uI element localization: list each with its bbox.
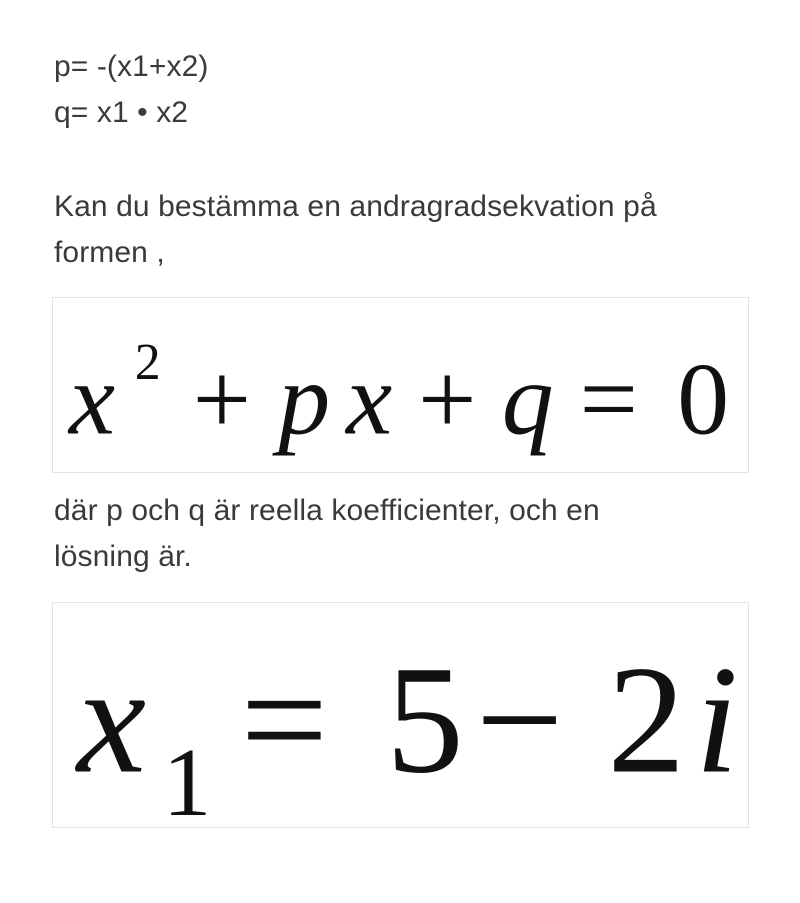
solution-equation-box — [52, 602, 749, 828]
eq2-i: i — [695, 633, 739, 806]
eq2-minus: − — [475, 633, 564, 806]
eq1-q: q — [501, 342, 554, 457]
eq1-x-2: x — [346, 342, 393, 457]
eq1-x: x — [68, 342, 115, 457]
eq2-equals: = — [240, 633, 329, 806]
question-line-2: formen , — [54, 236, 165, 269]
eq1-equals: = — [579, 342, 638, 457]
q-formula-line: q= x1 • x2 — [54, 96, 189, 129]
eq1-plus-1: + — [192, 342, 252, 457]
eq1-exponent: 2 — [134, 334, 161, 392]
quadratic-equation-box — [52, 297, 749, 473]
quadratic-equation — [53, 298, 748, 472]
p-formula-line: p= -(x1+x2) — [54, 50, 209, 83]
eq2-five: 5 — [386, 633, 464, 806]
eq2-two: 2 — [607, 633, 686, 806]
condition-line-2: lösning är. — [54, 540, 192, 573]
eq1-p: p — [278, 342, 331, 457]
question-line-1: Kan du bestämma en andragradsekvation på — [54, 190, 657, 223]
eq2-x: x — [76, 633, 146, 806]
solution-equation — [53, 603, 748, 827]
eq1-plus-2: + — [417, 342, 477, 457]
condition-line-1: där p och q är reella koefficienter, och en — [54, 494, 600, 527]
eq1-zero: 0 — [677, 342, 730, 457]
eq2-subscript: 1 — [162, 729, 212, 827]
